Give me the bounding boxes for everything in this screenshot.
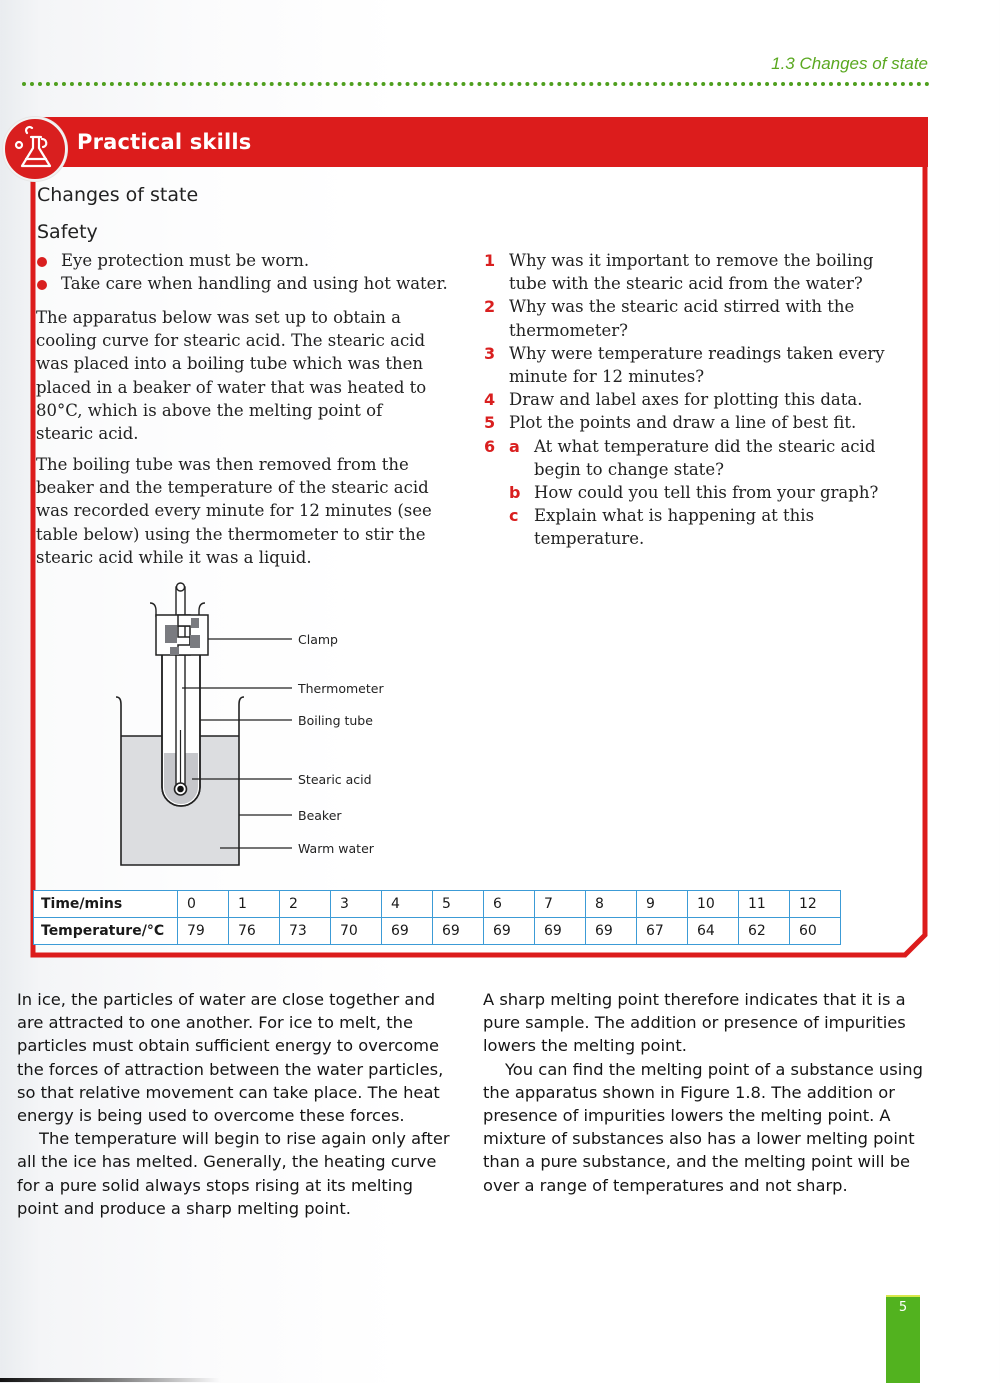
question-number: 4 xyxy=(484,390,496,410)
flask-icon xyxy=(3,117,67,181)
row-header: Temperature/°C xyxy=(34,918,178,945)
body-paragraph: In ice, the particles of water are close together and are attracted to one another. For ice to melt, the particles must obtain sufficient energy to overcome the forces of attraction between the water particles, so that relative movement can take place. The heat energy is being used to overcome these forces. xyxy=(17,990,444,1126)
table-cell: 2 xyxy=(280,891,331,918)
question-letter: b xyxy=(509,483,521,503)
label-clamp: Clamp xyxy=(298,632,338,647)
question-item: 3 Why were temperature readings taken every minute for 12 minutes? xyxy=(484,343,885,387)
table-cell: 4 xyxy=(382,891,433,918)
table-cell: 64 xyxy=(688,918,739,945)
question-item: 2 Why was the stearic acid stirred with the thermometer? xyxy=(484,297,855,340)
table-cell: 10 xyxy=(688,891,739,918)
bullet-icon xyxy=(37,257,47,267)
table-cell: 8 xyxy=(586,891,637,918)
table-cell: 0 xyxy=(178,891,229,918)
body-column-left xyxy=(17,988,457,1220)
cooling-data-table xyxy=(33,890,841,945)
body-paragraph: You can find the melting point of a substance using the apparatus shown in Figure 1.8. The addition or presence of impurities lowers the melting point. A mixture of substances also has a lower melting point than a pure substance, and the melting point will be over a range of temperatures and not sharp. xyxy=(483,1059,923,1195)
body-paragraph: The temperature will begin to rise again only after all the ice has melted. Generally, the heating curve for a pure solid always stops rising at its melting point and produce a sharp melting point. xyxy=(17,1129,450,1218)
safety-item: Eye protection must be worn. xyxy=(37,249,477,272)
header-dotted-rule xyxy=(22,82,930,86)
body-paragraph: A sharp melting point therefore indicates that it is a pure sample. The addition or presence of impurities lowers the melting point. xyxy=(483,990,906,1056)
label-stearic-acid: Stearic acid xyxy=(298,772,372,787)
table-cell: 69 xyxy=(535,918,586,945)
question-part: b How could you tell this from your graph? xyxy=(509,481,914,504)
question-number: 1 xyxy=(484,251,496,270)
table-cell: 9 xyxy=(637,891,688,918)
table-cell: 69 xyxy=(433,918,484,945)
body-column-right xyxy=(483,988,923,1197)
panel-title: Practical skills xyxy=(77,130,252,154)
safety-list xyxy=(37,249,477,295)
question-item: 4 Draw and label axes for plotting this data. xyxy=(484,388,914,411)
question-number: 2 xyxy=(484,297,496,317)
table-cell: 69 xyxy=(382,918,433,945)
table-cell: 69 xyxy=(484,918,535,945)
table-cell: 79 xyxy=(178,918,229,945)
safety-item: Take care when handling and using hot water. xyxy=(37,272,477,295)
table-row-time xyxy=(34,891,841,918)
question-item: 1 Why was it important to remove the boiling tube with the stearic acid from the water? xyxy=(484,251,874,294)
question-item: 5 Plot the points and draw a line of best fit. xyxy=(484,411,914,434)
table-cell: 69 xyxy=(586,918,637,945)
table-row-temperature xyxy=(34,918,841,945)
method-paragraph: The apparatus below was set up to obtain a cooling curve for stearic acid. The stearic acid was placed into a boiling tube which was then placed in a beaker of water that was heated to 80°C, which is above the melting point of stearic acid. xyxy=(36,308,427,444)
table-cell: 73 xyxy=(280,918,331,945)
question-part: a At what temperature did the stearic acid begin to change state? xyxy=(509,436,876,479)
row-header: Time/mins xyxy=(34,891,178,918)
question-letter: c xyxy=(509,506,519,526)
table-cell: 6 xyxy=(484,891,535,918)
question-number: 5 xyxy=(484,413,496,433)
question-number: 3 xyxy=(484,343,496,363)
page-edge-shadow xyxy=(0,1378,220,1382)
apparatus-diagram xyxy=(100,575,420,875)
activity-title: Changes of state xyxy=(37,184,199,206)
question-letter: a xyxy=(509,436,520,456)
page-number-tab xyxy=(886,1295,920,1383)
question-number: 6 xyxy=(484,436,496,456)
table-cell: 62 xyxy=(739,918,790,945)
table-cell: 70 xyxy=(331,918,382,945)
method-paragraph: The boiling tube was then removed from the beaker and the temperature of the stearic acid was recorded every minute for 12 minutes (see table below) using the thermometer to stir the stearic acid while it was a liquid. xyxy=(36,455,432,567)
table-cell: 60 xyxy=(790,918,841,945)
table-cell: 3 xyxy=(331,891,382,918)
table-cell: 5 xyxy=(433,891,484,918)
bullet-icon xyxy=(37,280,47,290)
safety-heading: Safety xyxy=(37,221,98,243)
label-warm-water: Warm water xyxy=(298,841,374,856)
page-number: 5 xyxy=(898,1300,908,1315)
label-thermometer: Thermometer xyxy=(298,681,384,696)
table-cell: 7 xyxy=(535,891,586,918)
table-cell: 11 xyxy=(739,891,790,918)
table-cell: 12 xyxy=(790,891,841,918)
section-title: 1.3 Changes of state xyxy=(771,54,928,73)
table-cell: 67 xyxy=(637,918,688,945)
question-list xyxy=(484,249,914,551)
label-boiling-tube: Boiling tube xyxy=(298,713,373,728)
question-part: c Explain what is happening at this temperature. xyxy=(509,506,815,549)
question-item xyxy=(484,435,914,551)
label-beaker: Beaker xyxy=(298,808,342,823)
table-cell: 1 xyxy=(229,891,280,918)
table-cell: 76 xyxy=(229,918,280,945)
